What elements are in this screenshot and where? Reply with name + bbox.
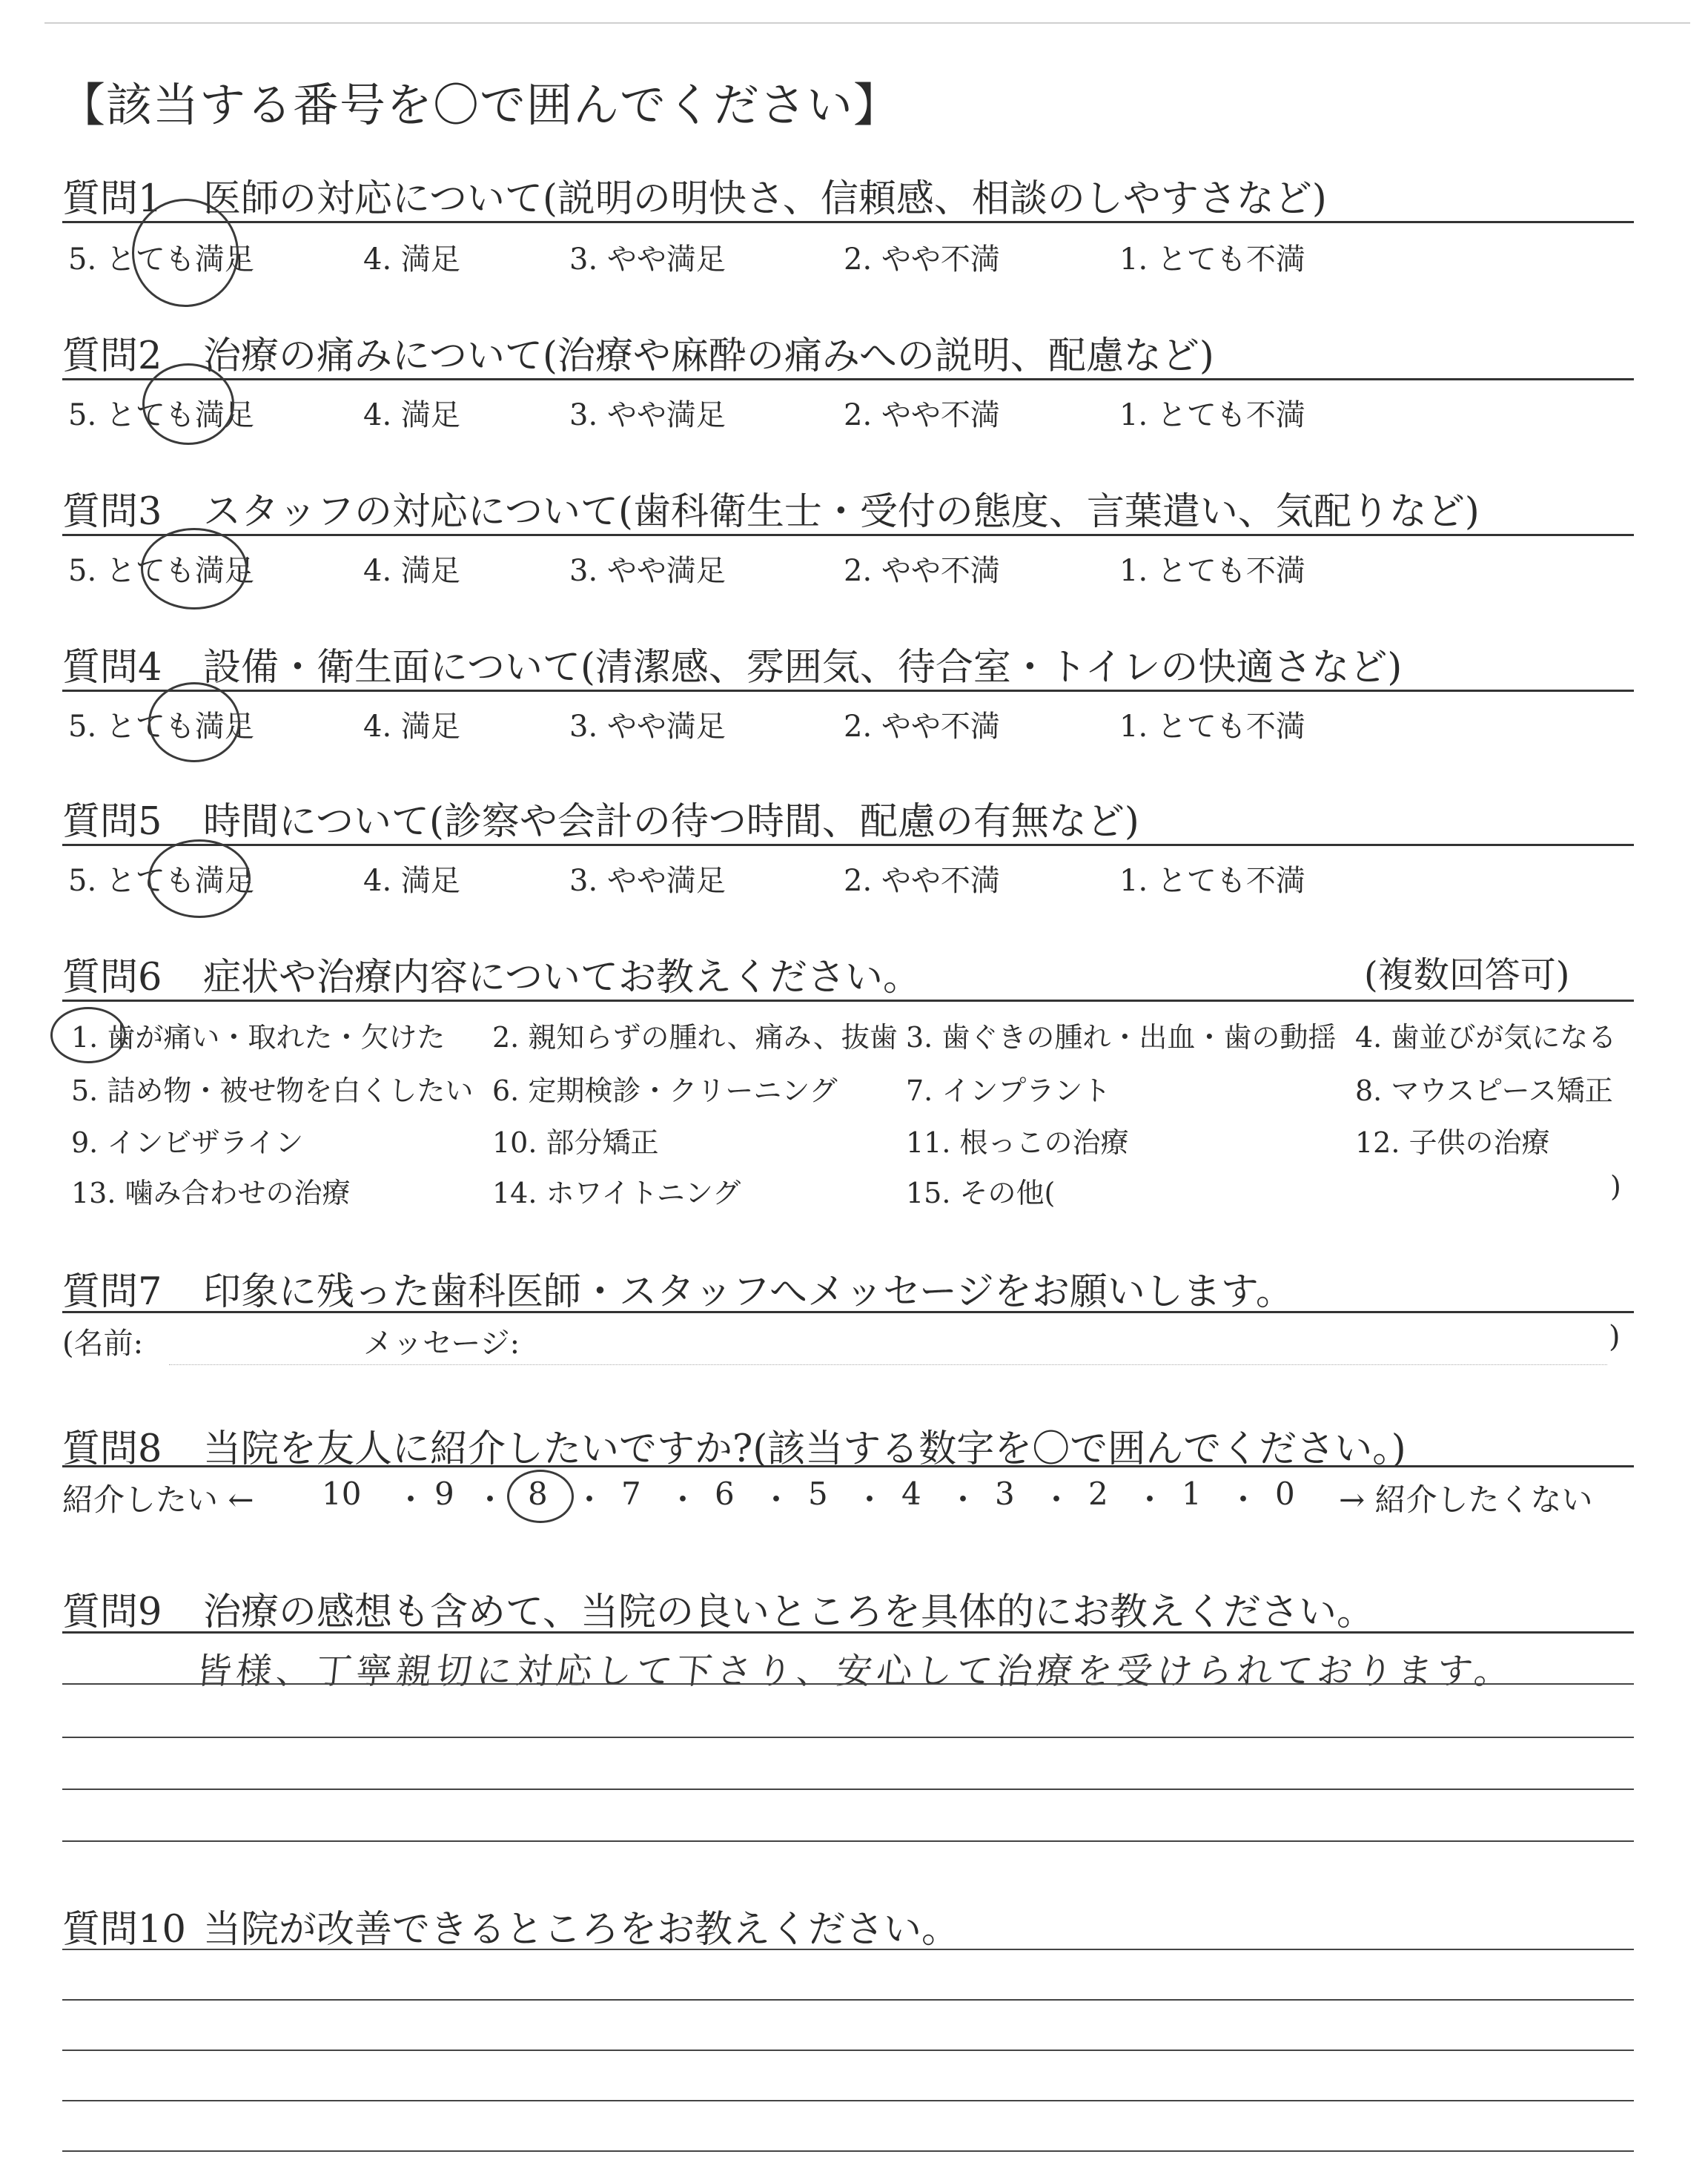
q3-option-5[interactable]: 5. とても満足 bbox=[68, 554, 254, 588]
question-text: 症状や治療内容についてお教えください。 bbox=[203, 956, 921, 1000]
question-text: スタッフの対応について(歯科衛生士・受付の態度、言葉遣い、気配りなど) bbox=[203, 490, 1480, 534]
message-close-paren: ) bbox=[1609, 1320, 1621, 1354]
divider bbox=[62, 1631, 1634, 1634]
q6-option-4[interactable]: 4. 歯並びが気になる bbox=[1355, 1021, 1617, 1054]
q3-option-3[interactable]: 3. やや満足 bbox=[569, 554, 726, 588]
q6-option-6[interactable]: 6. 定期検診・クリーニング bbox=[492, 1074, 838, 1107]
divider bbox=[62, 221, 1634, 223]
answer-line bbox=[62, 2150, 1634, 2152]
q6-option-1[interactable]: 1. 歯が痛い・取れた・欠けた bbox=[71, 1021, 446, 1054]
question-10 bbox=[62, 1898, 959, 1953]
scale-7[interactable]: 7 bbox=[621, 1476, 641, 1512]
selection-circle bbox=[148, 839, 251, 918]
answer-line bbox=[62, 1840, 1634, 1842]
q1-option-2[interactable]: 2. やや不満 bbox=[844, 242, 1000, 277]
multiple-answers-note: (複数回答可) bbox=[1364, 954, 1570, 996]
scale-dot: ・ bbox=[395, 1482, 427, 1518]
divider bbox=[62, 1000, 1634, 1002]
scale-4[interactable]: 4 bbox=[901, 1476, 921, 1512]
question-text: 当院が改善できるところをお教えください。 bbox=[203, 1908, 960, 1952]
question-number: 質問7 bbox=[62, 1270, 162, 1314]
scale-2[interactable]: 2 bbox=[1088, 1476, 1108, 1512]
q3-option-2[interactable]: 2. やや不満 bbox=[844, 554, 1000, 588]
q1-option-4[interactable]: 4. 満足 bbox=[363, 242, 460, 277]
q4-option-5[interactable]: 5. とても満足 bbox=[68, 710, 254, 744]
divider bbox=[62, 1311, 1634, 1313]
question-text: 設備・衛生面について(清潔感、雰囲気、待合室・トイレの快適さなど) bbox=[203, 646, 1403, 690]
question-text: 時間について(診察や会計の待つ時間、配慮の有無など) bbox=[203, 800, 1139, 844]
q6-option-13[interactable]: 13. 噛み合わせの治療 bbox=[71, 1177, 351, 1209]
question-7 bbox=[62, 1261, 1294, 1315]
question-text: 治療の感想も含めて、当院の良いところを具体的にお教えください。 bbox=[203, 1591, 1374, 1634]
question-text: 治療の痛みについて(治療や麻酔の痛みへの説明、配慮など) bbox=[203, 334, 1214, 378]
q1-option-3[interactable]: 3. やや満足 bbox=[569, 242, 726, 277]
scale-3[interactable]: 3 bbox=[995, 1476, 1015, 1512]
recommend-right-label: → 紹介したくない bbox=[1339, 1482, 1593, 1518]
selection-circle bbox=[142, 363, 234, 445]
question-6 bbox=[62, 946, 921, 1001]
scale-dot: ・ bbox=[667, 1482, 699, 1518]
question-number: 質問2 bbox=[62, 334, 162, 378]
question-4 bbox=[62, 636, 1402, 691]
q5-option-4[interactable]: 4. 満足 bbox=[363, 864, 460, 898]
question-8 bbox=[62, 1418, 1406, 1473]
q6-option-2[interactable]: 2. 親知らずの腫れ、痛み、抜歯 bbox=[492, 1021, 898, 1054]
question-number: 質問5 bbox=[62, 800, 162, 844]
q4-option-2[interactable]: 2. やや不満 bbox=[844, 710, 1000, 744]
q5-option-5[interactable]: 5. とても満足 bbox=[68, 864, 254, 898]
q2-option-5[interactable]: 5. とても満足 bbox=[68, 398, 254, 432]
scale-dot: ・ bbox=[947, 1482, 979, 1518]
scale-dot: ・ bbox=[1041, 1482, 1073, 1518]
answer-line bbox=[62, 1737, 1634, 1738]
q2-option-4[interactable]: 4. 満足 bbox=[363, 398, 460, 432]
answer-line bbox=[62, 2050, 1634, 2051]
q5-option-2[interactable]: 2. やや不満 bbox=[844, 864, 1000, 898]
answer-line bbox=[62, 1949, 1634, 1950]
q6-option-12[interactable]: 12. 子供の治療 bbox=[1355, 1126, 1550, 1159]
q1-option-5[interactable]: 5. とても満足 bbox=[68, 242, 254, 277]
question-number: 質問6 bbox=[62, 956, 162, 1000]
scale-6[interactable]: 6 bbox=[715, 1476, 735, 1512]
q6-option-9[interactable]: 9. インビザライン bbox=[71, 1126, 304, 1159]
message-label: メッセージ: bbox=[363, 1327, 520, 1361]
answer-line bbox=[62, 1999, 1634, 2001]
question-5 bbox=[62, 790, 1139, 845]
scale-8[interactable]: 8 bbox=[528, 1476, 548, 1512]
q3-option-4[interactable]: 4. 満足 bbox=[363, 554, 460, 588]
q6-other-close-paren: ) bbox=[1610, 1170, 1621, 1203]
question-text: 当院を友人に紹介したいですか?(該当する数字を〇で囲んでください。) bbox=[203, 1427, 1406, 1471]
scale-5[interactable]: 5 bbox=[808, 1476, 828, 1512]
message-input-line[interactable] bbox=[169, 1364, 1607, 1365]
answer-line bbox=[62, 2100, 1634, 2101]
q2-option-2[interactable]: 2. やや不満 bbox=[844, 398, 1000, 432]
q2-option-1[interactable]: 1. とても不満 bbox=[1119, 398, 1305, 432]
page-title: 【該当する番号を〇で囲んでください】 bbox=[59, 78, 901, 132]
scale-dot: ・ bbox=[1228, 1482, 1260, 1518]
q4-option-1[interactable]: 1. とても不満 bbox=[1119, 710, 1305, 744]
scan-edge-line bbox=[44, 22, 1690, 24]
divider bbox=[62, 690, 1634, 692]
divider bbox=[62, 378, 1634, 380]
q3-option-1[interactable]: 1. とても不満 bbox=[1119, 554, 1305, 588]
question-number: 質問8 bbox=[62, 1427, 162, 1471]
q4-option-4[interactable]: 4. 満足 bbox=[363, 710, 460, 744]
divider bbox=[62, 1465, 1634, 1467]
scale-10[interactable]: 10 bbox=[322, 1476, 362, 1512]
q1-option-1[interactable]: 1. とても不満 bbox=[1119, 242, 1305, 277]
question-number: 質問4 bbox=[62, 646, 162, 690]
question-2 bbox=[62, 325, 1214, 380]
recommend-left-label: 紹介したい ← bbox=[62, 1482, 254, 1518]
q6-option-7[interactable]: 7. インプラント bbox=[906, 1074, 1111, 1107]
question-number: 質問10 bbox=[62, 1908, 186, 1952]
q5-option-3[interactable]: 3. やや満足 bbox=[569, 864, 726, 898]
q6-option-10[interactable]: 10. 部分矯正 bbox=[492, 1126, 659, 1159]
question-9 bbox=[62, 1581, 1374, 1636]
q2-option-3[interactable]: 3. やや満足 bbox=[569, 398, 726, 432]
question-text: 印象に残った歯科医師・スタッフへメッセージをお願いします。 bbox=[203, 1270, 1294, 1314]
divider bbox=[62, 534, 1634, 536]
q5-option-1[interactable]: 1. とても不満 bbox=[1119, 864, 1305, 898]
divider bbox=[62, 844, 1634, 846]
selection-circle bbox=[50, 1007, 126, 1063]
q6-option-14[interactable]: 14. ホワイトニング bbox=[492, 1177, 741, 1209]
q6-option-5[interactable]: 5. 詰め物・被せ物を白くしたい bbox=[71, 1074, 474, 1107]
question-1 bbox=[62, 168, 1327, 222]
scale-dot: ・ bbox=[574, 1482, 606, 1518]
answer-line bbox=[62, 1683, 1634, 1685]
handwritten-answer[interactable]: 皆様、丁寧親切に対応して下さり、安心して治療を受けられております。 bbox=[193, 1651, 1517, 1692]
selection-circle bbox=[141, 528, 248, 610]
scale-dot: ・ bbox=[474, 1482, 506, 1518]
scale-9[interactable]: 9 bbox=[434, 1476, 454, 1512]
question-number: 質問9 bbox=[62, 1591, 162, 1634]
q6-option-3[interactable]: 3. 歯ぐきの腫れ・出血・歯の動揺 bbox=[906, 1021, 1337, 1054]
selection-circle bbox=[507, 1470, 574, 1523]
scale-0[interactable]: 0 bbox=[1275, 1476, 1295, 1512]
answer-line bbox=[62, 1789, 1634, 1790]
question-number: 質問1 bbox=[62, 177, 162, 221]
name-label: (名前: bbox=[62, 1327, 144, 1361]
question-number: 質問3 bbox=[62, 490, 162, 534]
question-text: 医師の対応について(説明の明快さ、信頼感、相談のしやすさなど) bbox=[203, 177, 1327, 221]
scale-dot: ・ bbox=[854, 1482, 886, 1518]
scale-dot: ・ bbox=[761, 1482, 792, 1518]
q4-option-3[interactable]: 3. やや満足 bbox=[569, 710, 726, 744]
selection-circle bbox=[132, 199, 239, 307]
q6-option-15[interactable]: 15. その他( bbox=[906, 1177, 1056, 1209]
q6-option-11[interactable]: 11. 根っこの治療 bbox=[906, 1126, 1129, 1159]
q6-option-8[interactable]: 8. マウスピース矯正 bbox=[1355, 1074, 1613, 1107]
scale-dot: ・ bbox=[1134, 1482, 1166, 1518]
selection-circle bbox=[148, 682, 240, 762]
scale-1[interactable]: 1 bbox=[1182, 1476, 1202, 1512]
question-3 bbox=[62, 480, 1480, 535]
